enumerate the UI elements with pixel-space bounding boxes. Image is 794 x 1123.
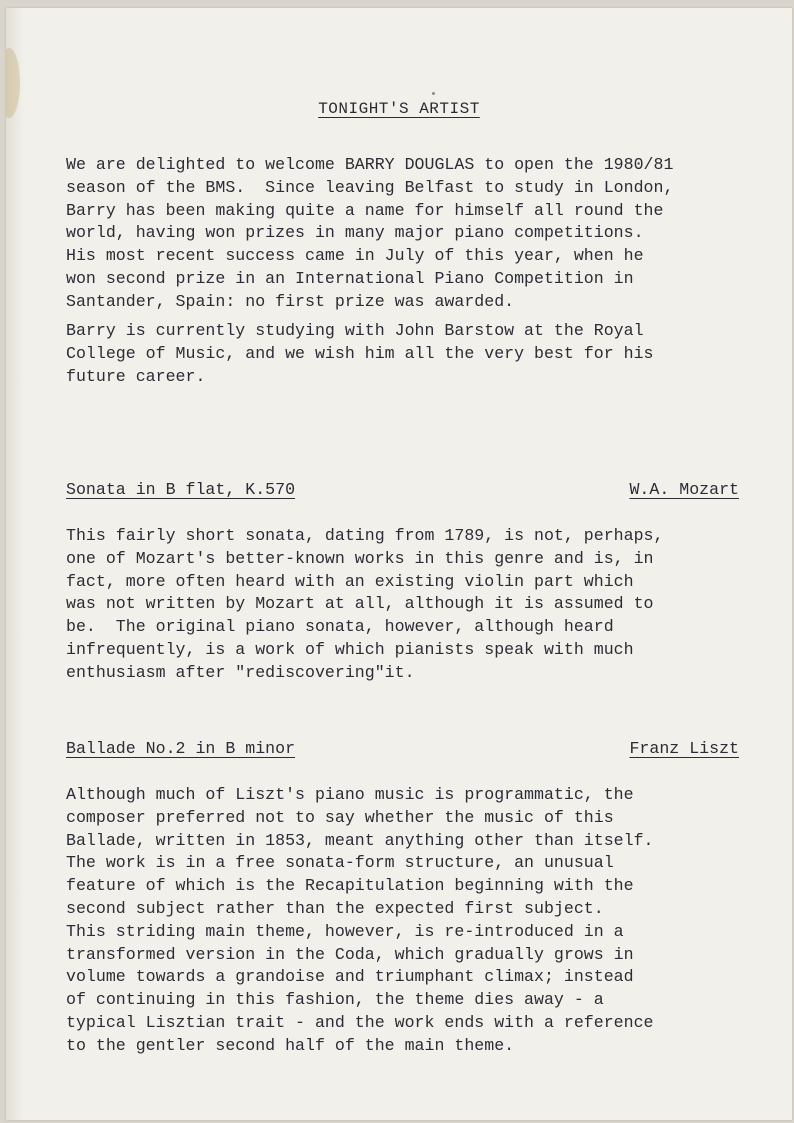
intro-line: College of Music, and we wish him all the very best for his bbox=[66, 343, 654, 363]
piece-title: Sonata in B flat, K.570 bbox=[66, 480, 296, 499]
notes-line: infrequently, is a work of which pianists speak with much bbox=[66, 639, 634, 659]
notes-line: be. The original piano sonata, however, although heard bbox=[66, 617, 614, 637]
intro-paragraph-1 bbox=[66, 154, 781, 314]
intro-line: future career. bbox=[66, 366, 206, 386]
notes-line: volume towards a grandoise and triumphant climax; instead bbox=[66, 967, 634, 987]
intro-line: won second prize in an International Piano Competition in bbox=[66, 268, 634, 288]
notes-line: This fairly short sonata, dating from 1789, is not, perhaps, bbox=[66, 526, 664, 545]
notes-line: feature of which is the Recapitulation beginning with the bbox=[66, 876, 634, 896]
page-heading-text: TONIGHT'S ARTIST bbox=[318, 100, 480, 118]
intro-line: His most recent success came in July of this year, when he bbox=[66, 246, 644, 266]
page-heading bbox=[6, 100, 792, 118]
piece-notes-mozart bbox=[66, 525, 781, 685]
programme-page bbox=[6, 8, 792, 1120]
intro-line: Santander, Spain: no first prize was awarded. bbox=[66, 291, 515, 311]
notes-line: The work is in a free sonata-form structure, an unusual bbox=[66, 853, 614, 873]
piece-heading-mozart bbox=[66, 480, 739, 499]
notes-line: one of Mozart's better-known works in this genre and is, in bbox=[66, 548, 654, 568]
notes-line: This striding main theme, however, is re-introduced in a bbox=[66, 921, 624, 941]
notes-line: Although much of Liszt's piano music is programmatic, the bbox=[66, 785, 634, 804]
piece-notes-liszt bbox=[66, 784, 781, 1058]
notes-line: transformed version in the Coda, which gradually grows in bbox=[66, 944, 634, 964]
notes-line: composer preferred not to say whether the music of this bbox=[66, 807, 614, 827]
piece-title: Ballade No.2 in B minor bbox=[66, 739, 296, 758]
notes-line: fact, more often heard with an existing violin part which bbox=[66, 571, 634, 591]
intro-line: Barry has been making quite a name for himself all round the bbox=[66, 200, 664, 220]
piece-composer: Franz Liszt bbox=[629, 739, 739, 758]
piece-composer: W.A. Mozart bbox=[629, 480, 739, 499]
notes-line: typical Lisztian trait - and the work ends with a reference bbox=[66, 1012, 654, 1032]
intro-line: Barry is currently studying with John Barstow at the Royal bbox=[66, 321, 644, 340]
ink-dot bbox=[432, 92, 435, 95]
intro-paragraph-2 bbox=[66, 320, 781, 388]
intro-line: world, having won prizes in many major piano competitions. bbox=[66, 223, 644, 243]
intro-line: We are delighted to welcome BARRY DOUGLAS to open the 1980/81 bbox=[66, 155, 674, 174]
intro-line: season of the BMS. Since leaving Belfast to study in London, bbox=[66, 177, 674, 197]
notes-line: was not written by Mozart at all, although it is assumed to bbox=[66, 594, 654, 614]
notes-line: to the gentler second half of the main theme. bbox=[66, 1035, 515, 1055]
notes-line: second subject rather than the expected first subject. bbox=[66, 898, 604, 918]
piece-heading-liszt bbox=[66, 739, 739, 758]
notes-line: enthusiasm after "rediscovering"it. bbox=[66, 662, 415, 682]
notes-line: of continuing in this fashion, the theme dies away - a bbox=[66, 990, 604, 1010]
notes-line: Ballade, written in 1853, meant anything other than itself. bbox=[66, 830, 654, 850]
